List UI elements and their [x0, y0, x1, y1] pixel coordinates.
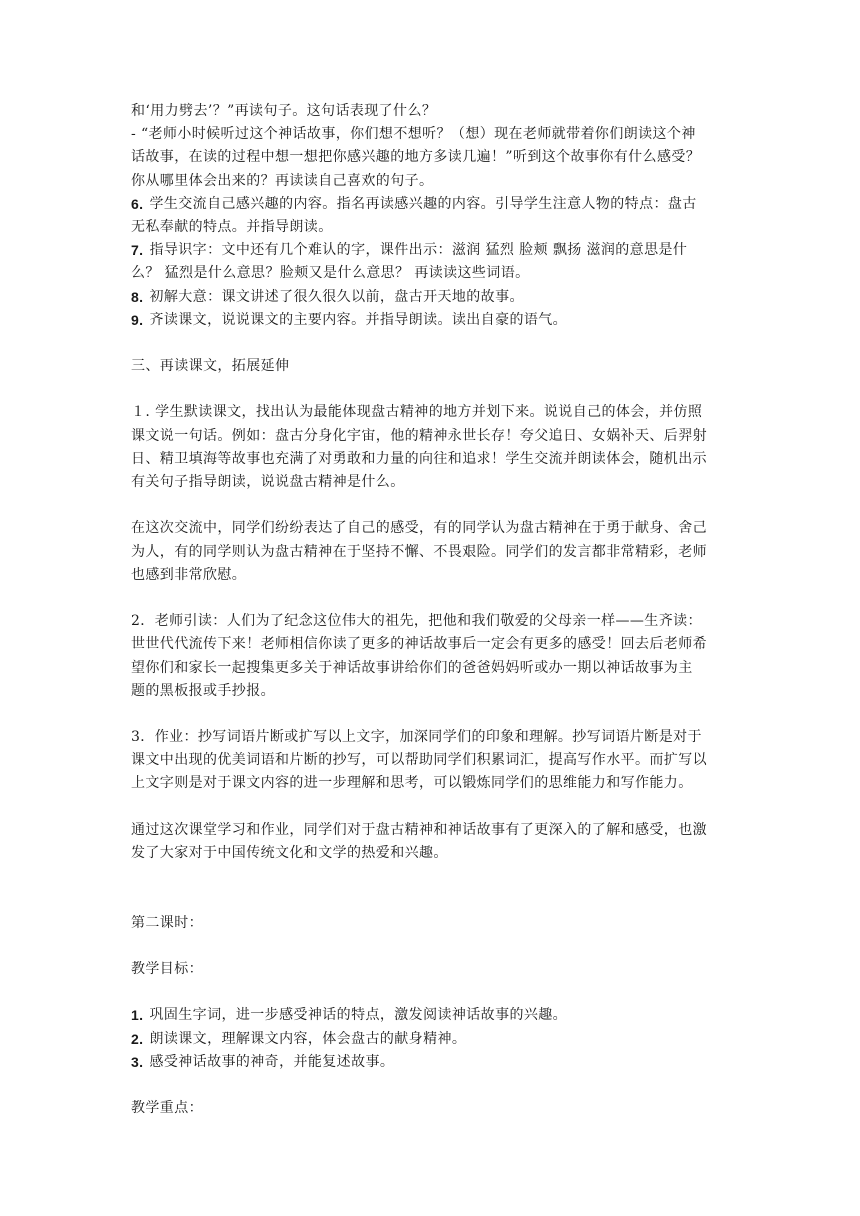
text-line — [131, 819, 736, 842]
list-number: 6. — [131, 195, 144, 212]
text-line — [131, 471, 736, 494]
paragraph-text: 为人，有的同学则认为盘古精神在于坚持不懈、不畏艰险。同学们的发言都非常精彩，老师 — [131, 543, 707, 560]
paragraph-text: 题的黑板报或手抄报。 — [131, 682, 275, 699]
text-line — [131, 123, 736, 146]
paragraph-text: 世世代代流传下来！老师相信你读了更多的神话故事后一定会有更多的感受！回去后老师希 — [131, 636, 707, 653]
goal-item-3 — [131, 1051, 736, 1074]
list-item-text: 指导识字：文中还有几个难认的字，课件出示：滋润 猛烈 脸颊 飘扬 滋润的意思是什 — [149, 242, 688, 259]
text-line — [131, 657, 736, 680]
paragraph-text: 课文中出现的优美词语和片断的抄写，可以帮助同学们积累词汇，提高写作水平。而扩写以 — [131, 752, 707, 769]
goal-item-2 — [131, 1028, 736, 1051]
list-item-text: 初解大意：课文讲述了很久很久以前，盘古开天地的故事。 — [149, 288, 524, 305]
paragraph-text: 课文说一句话。例如：盘古分身化宇宙，他的精神永世长存！夸父追日、女娲补天、后羿射 — [131, 427, 707, 444]
list-number: 7. — [131, 242, 144, 259]
lesson-title — [131, 912, 736, 935]
paragraph-text: 也感到非常欣慰。 — [131, 566, 247, 583]
text-line — [131, 170, 736, 193]
paragraph-text: 望你们和家长一起搜集更多关于神话故事讲给你们的爸爸妈妈听或办一期以神话故事为主 — [131, 659, 693, 676]
text-line — [131, 749, 736, 772]
list-item-8 — [131, 286, 736, 309]
text-line — [131, 772, 736, 795]
text-line — [131, 842, 736, 865]
section-heading — [131, 355, 736, 378]
text-line — [131, 448, 736, 471]
text-line — [131, 262, 736, 285]
paragraph-text: 有关句子指导朗读，说说盘古精神是什么。 — [131, 474, 405, 490]
list-item-7 — [131, 239, 736, 262]
text-line — [131, 541, 736, 564]
document-page — [131, 100, 736, 1120]
text-line — [131, 564, 736, 587]
key-points-heading-text: 教学重点： — [131, 1100, 203, 1117]
key-points-heading — [131, 1097, 736, 1120]
goal-text: 朗读课文，理解课文内容，体会盘古的献身精神。 — [149, 1030, 467, 1047]
goal-text: 感受神话故事的神奇，并能复述故事。 — [149, 1053, 395, 1070]
list-number: 2. — [131, 1030, 144, 1047]
list-number: 8. — [131, 288, 144, 305]
section-heading-text: 三、再读课文，拓展延伸 — [131, 358, 290, 375]
paragraph-text: 3．作业：抄写词语片断或扩写以上文字，加深同学们的印象和理解。抄写词语片断是对于 — [131, 729, 702, 746]
list-number: 3. — [131, 1053, 144, 1070]
text-line — [131, 633, 736, 656]
goal-text: 巩固生字词，进一步感受神话的特点，激发阅读神话故事的兴趣。 — [149, 1007, 568, 1024]
lesson-title-text: 第二课时： — [131, 914, 203, 931]
text-line — [131, 401, 736, 424]
paragraph-text: 通过这次课堂学习和作业，同学们对于盘古精神和神话故事有了更深入的了解和感受，也激 — [131, 821, 707, 838]
text-line — [131, 100, 736, 123]
text-line — [131, 726, 736, 749]
text-line — [131, 146, 736, 169]
paragraph-text: 2．老师引读：人们为了纪念这位伟大的祖先，把他和我们敬爱的父母亲一样——生齐读： — [131, 613, 702, 630]
text-line — [131, 425, 736, 448]
list-item-6 — [131, 193, 736, 216]
list-number: 9. — [131, 311, 144, 328]
paragraph-text: 话故事，在读的过程中想一想把你感兴趣的地方多读几遍！”听到这个故事你有什么感受？ — [131, 149, 701, 166]
paragraph-text: 发了大家对于中国传统文化和文学的热爱和兴趣。 — [131, 845, 448, 861]
paragraph-text: 在这次交流中，同学们纷纷表达了自己的感受，有的同学认为盘古精神在于勇于献身、舍己 — [131, 520, 707, 537]
paragraph-text: 上文字则是对于课文内容的进一步理解和思考，可以锻炼同学们的思维能力和写作能力。 — [131, 775, 693, 792]
text-line — [131, 680, 736, 703]
goals-heading — [131, 958, 736, 981]
goal-item-1 — [131, 1004, 736, 1027]
goals-heading-text: 教学目标： — [131, 960, 203, 977]
paragraph-text: 日、精卫填海等故事也充满了对勇敢和力量的向往和追求！学生交流并朗读体会，随机出示 — [131, 450, 707, 467]
list-item-text: 齐读课文，说说课文的主要内容。并指导朗读。读出自豪的语气。 — [149, 311, 568, 328]
text-line — [131, 517, 736, 540]
paragraph-text: 和‘用力劈去’？”再读句子。这句话表现了什么？ — [131, 103, 437, 119]
paragraph-text: １. 学生默读课文，找出认为最能体现盘古精神的地方并划下来。说说自己的体会，并仿照 — [131, 404, 703, 421]
paragraph-text: 你从哪里体会出来的？再读读自己喜欢的句子。 — [131, 172, 434, 189]
list-number: 1. — [131, 1007, 144, 1024]
text-line — [131, 216, 736, 239]
list-item-9 — [131, 309, 736, 332]
paragraph-text: - “老师小时候听过这个神话故事，你们想不想听？（想）现在老师就带着你们朗读这个神 — [131, 126, 696, 143]
list-item-text: 无私奉献的特点。并指导朗读。 — [131, 218, 333, 235]
text-line — [131, 610, 736, 633]
list-item-text: 么？ 猛烈是什么意思？脸颊又是什么意思？ 再读读这些词语。 — [131, 265, 530, 282]
list-item-text: 学生交流自己感兴趣的内容。指名再读感兴趣的内容。引导学生注意人物的特点：盘古 — [149, 195, 697, 212]
